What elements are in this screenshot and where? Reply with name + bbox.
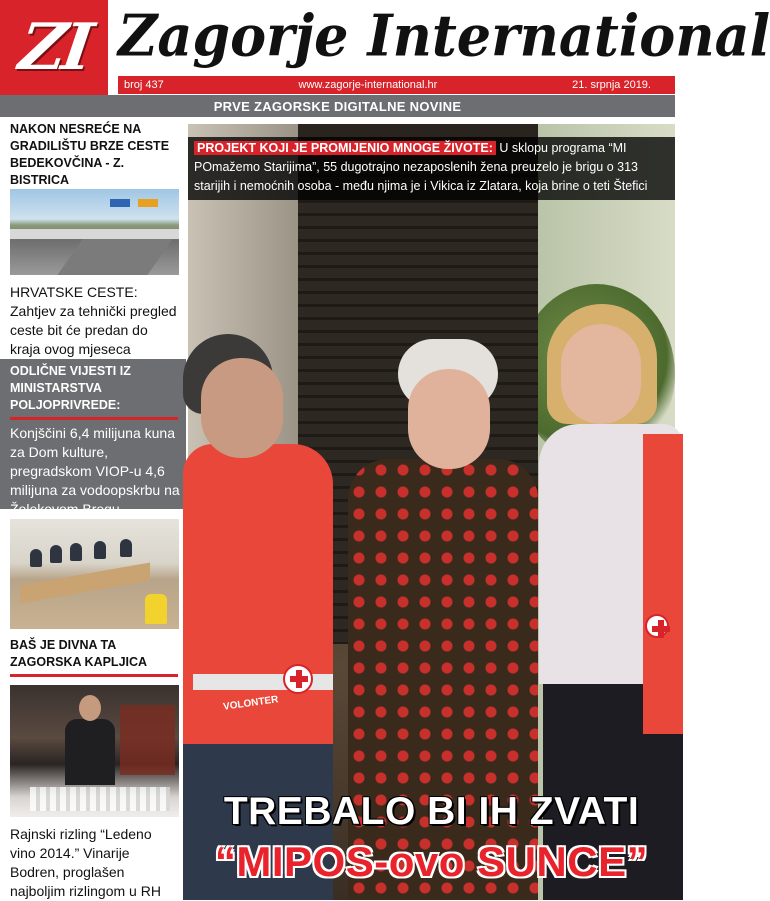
- paper-title: Zagorje International: [118, 2, 770, 70]
- person-shape: [94, 541, 106, 559]
- photo-caption: [188, 137, 675, 200]
- logo-text: ZI: [14, 10, 94, 85]
- story-headline[interactable]: NAKON NESREĆE NA GRADILIŠTU BRZE CESTE BEDEKOVČINA - Z. BISTRICA: [10, 122, 170, 187]
- sidebar-story-ministry[interactable]: [0, 359, 186, 517]
- person-shape: [120, 539, 132, 557]
- person-shape: [70, 543, 82, 561]
- divider: [10, 674, 178, 677]
- vest-label: VOLONTER: [222, 694, 280, 713]
- man-body: [65, 719, 115, 785]
- story-headline[interactable]: ODLIČNE VIJESTI IZ MINISTARSTVA POLJOPRIVREDE:: [10, 364, 131, 412]
- main-headline-line1[interactable]: TREBALO BI IH ZVATI: [223, 790, 640, 833]
- caption-lead[interactable]: PROJEKT KOJI JE PROMIJENIO MNOGE ŽIVOTE:: [194, 141, 496, 155]
- face: [408, 369, 490, 469]
- person-shape: [50, 545, 62, 563]
- sidebar-story-wine-text[interactable]: [0, 821, 186, 901]
- tagline: PRVE ZAGORSKE DIGITALNE NOVINE: [213, 98, 462, 114]
- road-lane: [57, 239, 172, 275]
- road-photo[interactable]: [10, 189, 179, 275]
- caption-text: U sklopu programa “MI POmažemo Starijima”, 55 dugotrajno nezaposlenih žena preuzelo je brigu o 313 starijih i nemoćnih osoba - među njima je i Vikica iz Zlatara, koja brine o teti Štefici: [194, 141, 648, 193]
- bridge-shape: [10, 229, 179, 239]
- masthead: [0, 0, 770, 95]
- website-link[interactable]: www.zagorje-international.hr: [298, 79, 438, 91]
- man-shape: [65, 695, 115, 785]
- meeting-table: [20, 563, 150, 604]
- face: [561, 324, 641, 424]
- issue-date: 21. srpnja 2019.: [572, 79, 651, 91]
- person-shape: [30, 549, 42, 567]
- logo[interactable]: [0, 0, 108, 95]
- sidebar-story-wine[interactable]: [0, 635, 186, 677]
- man-head: [79, 695, 101, 721]
- road-sign-blue: [110, 199, 130, 207]
- story-summary[interactable]: HRVATSKE CESTE: Zahtjev za tehnički pregled ceste bit će predan do kraja ovog mjeseca: [10, 284, 177, 357]
- person-shape: [145, 594, 167, 624]
- issue-number: broj 437: [124, 79, 164, 91]
- wine-glasses: [30, 787, 170, 811]
- red-cross-icon: [645, 614, 669, 638]
- sidebar-story-road-text[interactable]: [0, 279, 186, 359]
- meeting-photo[interactable]: [10, 519, 179, 629]
- story-summary[interactable]: Rajnski rizling “Ledeno vino 2014.” Vinarije Bodren, proglašen najboljim rizlingom u RH: [10, 826, 161, 899]
- wine-shelf: [120, 705, 175, 775]
- wine-photo[interactable]: [10, 685, 179, 817]
- main-headline-line2[interactable]: “MIPOS-ovo SUNCE”: [214, 838, 649, 885]
- masthead-info-strip: [118, 76, 675, 94]
- story-headline[interactable]: BAŠ JE DIVNA TA ZAGORSKA KAPLJICA: [10, 638, 148, 669]
- main-photo[interactable]: [188, 124, 675, 900]
- story-summary[interactable]: Konjščini 6,4 milijuna kuna za Dom kulture, pregradskom VIOP-u 4,6 milijuna za vodoopskrbu na Žolekovom Bregu: [10, 425, 180, 517]
- sidebar: [0, 119, 186, 900]
- road-sign-yellow: [138, 199, 158, 207]
- red-vest: [643, 434, 683, 734]
- red-cross-icon: [283, 664, 313, 694]
- sidebar-story-road[interactable]: [0, 119, 186, 195]
- tagline-bar: [0, 95, 675, 117]
- face: [201, 358, 283, 458]
